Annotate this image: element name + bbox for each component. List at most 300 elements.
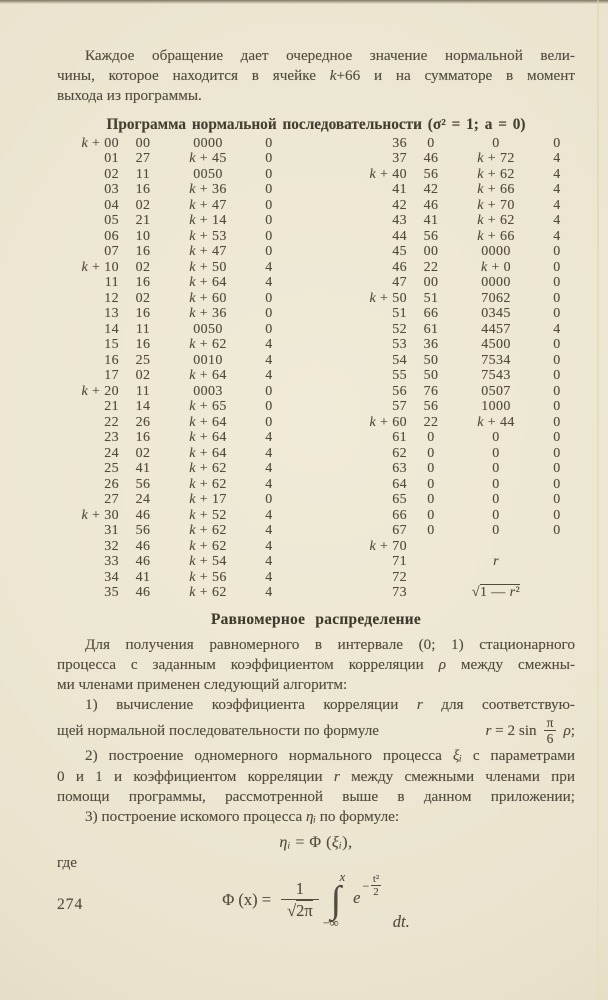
table-cell: 11 [135, 166, 151, 182]
table-cell: 41 [423, 213, 439, 229]
table-cell: 0 [427, 492, 435, 508]
table-cell [409, 585, 453, 601]
table-cell: 61 [423, 321, 439, 337]
table-cell: 7534 [481, 352, 511, 368]
table-row [57, 353, 287, 369]
table-cell: 61 [392, 430, 407, 446]
table-cell: 21 [104, 399, 119, 415]
table-row [57, 461, 287, 477]
table-cell: 55 [392, 368, 407, 384]
table-cell: 26 [135, 414, 151, 430]
table-cell: k + 64 [189, 430, 227, 446]
table-cell: 4 [553, 321, 561, 337]
table-cell: 0 [265, 492, 273, 508]
table-cell: 0 [553, 135, 561, 151]
table-cell: k + 30 [81, 507, 119, 523]
table-cell: 53 [392, 337, 407, 353]
differential-term [393, 912, 410, 932]
table-cell: 02 [135, 290, 151, 306]
table-cell: 22 [104, 414, 119, 430]
table-cell: 0 [492, 430, 500, 446]
table-cell: 24 [104, 445, 119, 461]
table-row [345, 291, 575, 307]
table-row [57, 446, 287, 462]
e-base: e [353, 887, 361, 907]
table-cell: 4 [553, 166, 561, 182]
table-row [345, 384, 575, 400]
table-cell: 0 [427, 476, 435, 492]
inline-formula-r [485, 716, 575, 746]
table-row [57, 229, 287, 245]
table-cell: 4 [553, 182, 561, 198]
table-row [57, 198, 287, 214]
table-cell: 16 [135, 182, 151, 198]
table-cell: 0000 [481, 275, 511, 291]
table-cell: 4 [265, 476, 273, 492]
table-cell: 0 [265, 182, 273, 198]
integral-lower-limit: −∞ [322, 916, 339, 931]
table-cell: k + 64 [189, 445, 227, 461]
table-cell: k + 66 [477, 182, 515, 198]
table-cell: 0 [427, 461, 435, 477]
table-cell: 0 [265, 414, 273, 430]
table-cell: 52 [392, 321, 407, 337]
table-cell: 0 [553, 476, 561, 492]
table-row [345, 446, 575, 462]
table-cell [539, 585, 575, 601]
table-cell: k + 36 [189, 182, 227, 198]
table-row [57, 492, 287, 508]
table-cell: k + 62 [477, 213, 515, 229]
table-cell: 7543 [481, 368, 511, 384]
exponent-fraction [371, 874, 381, 899]
table-cell: 0000 [193, 135, 223, 151]
program-table-title: Программа нормальной последовательности (σ² = 1; a = 0) [106, 115, 526, 133]
fraction-one-over-sqrt-2pi [281, 880, 319, 921]
table-cell: 4 [553, 213, 561, 229]
table-cell: 34 [104, 569, 119, 585]
exponential-term [353, 872, 381, 913]
table-cell: k + 20 [81, 383, 119, 399]
table-cell: k + 62 [189, 585, 227, 601]
table-cell: 0 [492, 135, 500, 151]
table-cell: 03 [104, 182, 119, 198]
table-cell: r [493, 554, 499, 570]
table-cell: 4 [265, 507, 273, 523]
table-row [345, 306, 575, 322]
table-cell: 0507 [481, 383, 511, 399]
table-cell: 11 [135, 321, 151, 337]
table-cell: 62 [392, 445, 407, 461]
table-cell: 0 [265, 213, 273, 229]
table-cell: 50 [423, 368, 439, 384]
table-cell: 02 [135, 197, 151, 213]
table-cell: k + 47 [189, 197, 227, 213]
text-line: 1) вычисление коэффициента корреляции r для соответствую- [85, 696, 575, 714]
table-row [345, 244, 575, 260]
table-row [345, 368, 575, 384]
table-cell: 37 [392, 151, 407, 167]
table-cell: 65 [392, 492, 407, 508]
steps-paragraph [57, 746, 575, 827]
fraction-numerator: 1 [295, 878, 305, 898]
table-cell: 4 [265, 538, 273, 554]
table-row [57, 213, 287, 229]
table-cell: 4 [265, 445, 273, 461]
table-cell: 04 [104, 197, 119, 213]
table-row [345, 151, 575, 167]
table-row [57, 384, 287, 400]
table-cell: 16 [135, 244, 151, 260]
table-cell: 36 [392, 135, 407, 151]
table-cell: 25 [135, 352, 151, 368]
table-row [345, 585, 575, 601]
table-cell: 02 [135, 259, 151, 275]
table-cell [539, 554, 575, 570]
table-cell: 22 [423, 259, 439, 275]
table-row [345, 461, 575, 477]
table-cell: k + 62 [189, 461, 227, 477]
table-cell: 00 [423, 244, 439, 260]
table-cell: 1000 [481, 399, 511, 415]
table-cell: 0 [427, 523, 435, 539]
table-cell: 11 [135, 383, 151, 399]
table-cell: 46 [135, 554, 151, 570]
table-cell: 01 [104, 151, 119, 167]
table-cell: 16 [135, 430, 151, 446]
table-cell: 56 [423, 399, 439, 415]
table-cell: 0050 [193, 166, 223, 182]
table-cell: k + 17 [189, 492, 227, 508]
fraction-denominator: 6 [544, 730, 557, 746]
table-row [57, 260, 287, 276]
table-cell: k + 10 [81, 259, 119, 275]
table-cell: 33 [104, 554, 119, 570]
table-row [57, 275, 287, 291]
table-cell: 45 [392, 244, 407, 260]
table-cell: 0 [553, 430, 561, 446]
table-row [57, 477, 287, 493]
table-cell: 35 [104, 585, 119, 601]
table-cell: 16 [104, 352, 119, 368]
table-cell: 17 [104, 368, 119, 384]
table-cell: 46 [135, 585, 151, 601]
table-cell [409, 554, 453, 570]
table-cell: 72 [392, 569, 407, 585]
table-row [345, 136, 575, 152]
table-cell [539, 539, 575, 555]
table-cell: 41 [135, 461, 151, 477]
table-cell: 4 [265, 368, 273, 384]
table-cell: 41 [392, 182, 407, 198]
table-cell: 41 [135, 569, 151, 585]
table-cell: k + 40 [369, 166, 407, 182]
table-row [345, 570, 575, 586]
table-cell: 0 [492, 445, 500, 461]
table-cell: 51 [423, 290, 439, 306]
table-cell: 0 [265, 197, 273, 213]
table-cell: 27 [104, 492, 119, 508]
table-row [57, 523, 287, 539]
formula-eta: ηᵢ = Φ (ξᵢ), [279, 834, 353, 852]
table-cell: 0 [553, 275, 561, 291]
intro-paragraph [57, 46, 575, 107]
table-row [57, 244, 287, 260]
table-cell: 4 [265, 430, 273, 446]
table-cell: 0 [553, 383, 561, 399]
table-cell: 0 [265, 166, 273, 182]
table-cell: 0 [265, 135, 273, 151]
text-line: помощи программы, рассмотренной выше в данном приложении; [57, 787, 575, 805]
exponent-fraction-top: t² [372, 872, 380, 885]
table-row [345, 337, 575, 353]
table-row [57, 291, 287, 307]
formula-phi-integral [57, 868, 575, 932]
text-line: 3) построение искомого процесса ηᵢ по формуле: [85, 808, 400, 826]
table-cell: 56 [423, 228, 439, 244]
table-row [345, 213, 575, 229]
table-cell: 0 [265, 228, 273, 244]
table-row [345, 167, 575, 183]
table-row [57, 368, 287, 384]
table-cell: k + 52 [189, 507, 227, 523]
table-cell: k + 45 [189, 151, 227, 167]
table-cell: 0 [265, 306, 273, 322]
table-cell: 16 [135, 306, 151, 322]
table-cell: 56 [135, 523, 151, 539]
table-cell: 63 [392, 461, 407, 477]
table-cell: 0 [553, 306, 561, 322]
formula-r-prefix: r = 2 sin [485, 721, 537, 739]
table-row [345, 322, 575, 338]
table-cell: k + 36 [189, 306, 227, 322]
table-cell: 66 [392, 507, 407, 523]
table-row [345, 477, 575, 493]
table-cell: 00 [135, 135, 151, 151]
table-cell: 4500 [481, 337, 511, 353]
table-cell: 64 [392, 476, 407, 492]
table-cell: k + 70 [477, 197, 515, 213]
table-row [57, 322, 287, 338]
table-cell: k + 62 [189, 476, 227, 492]
table-cell: 0 [265, 290, 273, 306]
table-cell: 0 [427, 445, 435, 461]
table-row [57, 182, 287, 198]
table-cell: 02 [104, 166, 119, 182]
table-row [57, 554, 287, 570]
table-cell: 06 [104, 228, 119, 244]
table-cell: 42 [423, 182, 439, 198]
table-cell: 0 [553, 523, 561, 539]
table-cell: 76 [423, 383, 439, 399]
exponent-fraction-bottom: 2 [373, 886, 379, 899]
table-row [345, 508, 575, 524]
table-cell: 07 [104, 244, 119, 260]
table-cell: 11 [104, 275, 119, 291]
table-cell: k + 64 [189, 414, 227, 430]
text-line: 2) построение одномерного нормального процесса ξᵢ с параметрами [85, 747, 575, 765]
table-cell: 71 [392, 554, 407, 570]
table-cell: 4 [265, 523, 273, 539]
table-cell [539, 570, 575, 586]
table-cell: 0010 [193, 352, 223, 368]
table-row [345, 353, 575, 369]
table-row [345, 539, 575, 555]
table-cell: k + 50 [369, 290, 407, 306]
table-cell: 46 [135, 507, 151, 523]
integral [322, 869, 346, 931]
table-cell: 4 [265, 569, 273, 585]
table-cell: 0 [553, 492, 561, 508]
table-row [57, 585, 287, 601]
table-cell: 4 [553, 228, 561, 244]
table-cell: 0050 [193, 321, 223, 337]
table-cell: k + 62 [189, 523, 227, 539]
table-cell: k + 50 [189, 259, 227, 275]
table-cell: 14 [135, 399, 151, 415]
table-row [57, 415, 287, 431]
table-cell: k + 54 [189, 554, 227, 570]
table-cell: 14 [104, 321, 119, 337]
table-cell: 16 [135, 337, 151, 353]
table-row [345, 523, 575, 539]
table-cell: k + 64 [189, 275, 227, 291]
table-cell [409, 570, 453, 586]
fraction-pi-over-6 [544, 716, 557, 746]
table-cell: 0003 [193, 383, 223, 399]
radicand: 2π [296, 900, 313, 920]
table-cell: k + 70 [369, 538, 407, 554]
table-cell: 27 [135, 151, 151, 167]
table-row [345, 229, 575, 245]
table-cell: 4 [265, 337, 273, 353]
table-cell: 16 [135, 275, 151, 291]
table-cell: √1 — r² [471, 585, 521, 601]
table-cell: 0 [427, 135, 435, 151]
program-table-left-half [57, 136, 287, 601]
table-cell: 13 [104, 306, 119, 322]
program-listing-table [57, 136, 575, 601]
table-cell: k + 60 [369, 414, 407, 430]
table-cell: 0 [553, 445, 561, 461]
table-cell: k + 62 [189, 538, 227, 554]
radical-sign: √ [287, 900, 297, 920]
text-line: 0 и 1 и коэффициентом корреляции r между смежными членами при [57, 767, 575, 785]
table-row [57, 399, 287, 415]
text-line: процесса с заданным коэффициентом корреляции ρ между смежны- [57, 655, 575, 673]
table-cell: 0 [553, 399, 561, 415]
table-row [57, 539, 287, 555]
table-cell: 0 [265, 383, 273, 399]
table-row [345, 492, 575, 508]
table-cell: 0 [553, 461, 561, 477]
table-cell: 0 [427, 507, 435, 523]
table-cell: 0 [553, 337, 561, 353]
integral-sign: ∫ [330, 879, 342, 922]
fraction-denominator [281, 899, 319, 921]
table-cell: 0 [553, 507, 561, 523]
table-row [57, 306, 287, 322]
table-cell: k + 62 [477, 166, 515, 182]
formula-line-correlation [57, 715, 575, 746]
table-cell: 4 [265, 554, 273, 570]
table-cell: 0 [492, 461, 500, 477]
text-line: ми членами применен следующий алгоритм: [57, 676, 348, 694]
table-cell: k + 47 [189, 244, 227, 260]
table-cell: k + 62 [189, 337, 227, 353]
table-cell: k + 56 [189, 569, 227, 585]
text-line: Для получения равномерного в интервале (0; 1) стационарного [85, 635, 575, 653]
table-cell: 56 [135, 476, 151, 492]
section-heading-uniform-distribution: Равномерное распределение [210, 610, 422, 628]
integral-upper-limit: x [339, 869, 346, 884]
table-cell: 56 [423, 166, 439, 182]
phi-lhs: Φ (x) = [222, 890, 272, 910]
dt-text: dt. [392, 912, 410, 932]
table-cell: 05 [104, 213, 119, 229]
table-row [345, 182, 575, 198]
table-row [345, 275, 575, 291]
table-cell: 25 [104, 461, 119, 477]
table-cell: 44 [392, 228, 407, 244]
table-row [57, 136, 287, 152]
table-row [57, 167, 287, 183]
table-row [57, 508, 287, 524]
table-cell [453, 570, 539, 586]
table-cell: k + 60 [189, 290, 227, 306]
table-cell: 4457 [481, 321, 511, 337]
table-cell: k + 72 [477, 151, 515, 167]
table-cell: 46 [423, 197, 439, 213]
exponent [363, 874, 381, 899]
table-cell: 4 [265, 585, 273, 601]
table-cell: k + 64 [189, 368, 227, 384]
table-row [57, 430, 287, 446]
table-row [57, 337, 287, 353]
table-cell: 7062 [481, 290, 511, 306]
table-cell: 0 [492, 476, 500, 492]
program-table-right-half [345, 136, 575, 601]
table-row [345, 198, 575, 214]
table-cell: k + 0 [480, 259, 512, 275]
table-cell: 02 [135, 368, 151, 384]
table-cell: 0 [553, 290, 561, 306]
table-cell: 0 [427, 430, 435, 446]
table-cell: 0 [492, 507, 500, 523]
table-cell: 00 [423, 275, 439, 291]
table-cell: 10 [135, 228, 151, 244]
table-cell: k + 65 [189, 399, 227, 415]
table-cell [409, 539, 453, 555]
table-cell: k + 66 [477, 228, 515, 244]
table-cell: 4 [265, 275, 273, 291]
page-number: 274 [57, 896, 84, 913]
table-cell: 0000 [481, 244, 511, 260]
table-cell: k + 44 [477, 414, 515, 430]
table-cell: k + 00 [81, 135, 119, 151]
table-cell: 57 [392, 399, 407, 415]
table-row [345, 554, 575, 570]
exponent-minus: − [362, 878, 370, 893]
table-cell: 21 [135, 213, 151, 229]
table-cell: 4 [265, 461, 273, 477]
table-cell: 66 [423, 306, 439, 322]
table-cell: 0 [265, 321, 273, 337]
table-cell: 0 [553, 414, 561, 430]
table-cell: 46 [135, 538, 151, 554]
table-cell: 0 [492, 492, 500, 508]
table-cell: 32 [104, 538, 119, 554]
